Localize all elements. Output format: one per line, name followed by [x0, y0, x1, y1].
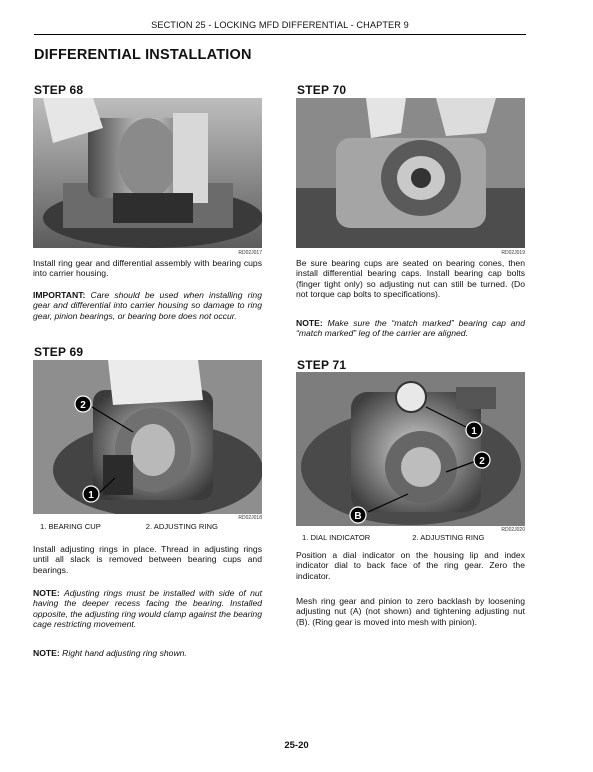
header-rule: [34, 34, 526, 35]
step-69-heading: STEP 69: [34, 345, 84, 359]
step-68-important: [33, 290, 262, 321]
step-71-text-2: Mesh ring gear and pinion to zero backlash by loosening adjusting nut (A) (not shown) and tightening adjusting nut (B). (Ring gear is moved into mesh with pinion).: [296, 596, 525, 627]
step-71-photo: [296, 372, 525, 526]
step-68-heading: STEP 68: [34, 83, 84, 97]
legend-item-adjusting-ring: 2. ADJUSTING RING: [145, 522, 218, 531]
callout-2: [75, 396, 91, 412]
step-70-text: Be sure bearing cups are seated on bearing cones, then install differential bearing caps. Install bearing cap bolts (finger tight only) so adjusting nut can still be turned. (Do not torque cap bolts to specifications).: [296, 258, 525, 300]
note-label: NOTE:: [296, 318, 323, 328]
section-header: SECTION 25 - LOCKING MFD DIFFERENTIAL - CHAPTER 9: [151, 20, 409, 30]
note-text: Adjusting rings must be installed with side of nut having the deeper recess facing the bearing. Installed opposite, the adjusting ring would clamp against the bearing cage restricting movement.: [33, 588, 263, 630]
note-label: NOTE:: [33, 588, 60, 598]
callout-2: [474, 452, 490, 468]
note-label: NOTE:: [33, 648, 60, 658]
legend-item-bearing-cup: 1. BEARING CUP: [40, 522, 101, 531]
step-69-note-2: [33, 648, 262, 658]
step-69-photo: [33, 360, 262, 514]
legend-item-dial-indicator: 1. DIAL INDICATOR: [302, 533, 371, 542]
callout-1: [466, 422, 482, 438]
step-71-legend: [302, 533, 484, 542]
step-71-text-1: Position a dial indicator on the housing lip and index indicator dial to back face of the ring gear. Zero the indicator.: [296, 550, 525, 581]
callout-1: [83, 486, 99, 502]
svg-text:2: 2: [80, 400, 86, 411]
step-68-photo-code: RD02J017: [238, 250, 262, 256]
note-text: Make sure the “match marked” bearing cap and “match marked” leg of the carrier are aligned.: [296, 318, 525, 339]
important-label: IMPORTANT:: [33, 290, 86, 300]
step-70-photo: [296, 98, 525, 248]
step-71-photo-code: RD02J020: [501, 527, 525, 533]
page-number: 25-20: [284, 740, 309, 751]
step-69-note-1: [33, 588, 262, 630]
important-text: Care should be used when installing ring gear and differential into carrier housing so damage to ring gear, pinion bearings, or bearing bore does not occur.: [33, 290, 262, 321]
step-69-text: Install adjusting rings in place. Thread in adjusting rings until all slack is removed between bearing cups and bearings.: [33, 544, 262, 575]
step-68-photo: [33, 98, 262, 248]
svg-text:1: 1: [471, 426, 477, 437]
step-70-heading: STEP 70: [297, 83, 347, 97]
step-70-note: [296, 318, 525, 339]
step-71-heading: STEP 71: [297, 358, 347, 372]
step-69-legend: [40, 522, 218, 531]
page-title: DIFFERENTIAL INSTALLATION: [34, 47, 252, 63]
step-69-photo-code: RD02J018: [238, 515, 262, 521]
svg-text:1: 1: [88, 490, 94, 501]
legend-item-adjusting-ring: 2. ADJUSTING RING: [412, 533, 485, 542]
step-68-text: Install ring gear and differential assembly with bearing cups into carrier housing.: [33, 258, 262, 279]
note-text: Right hand adjusting ring shown.: [62, 648, 187, 658]
callout-b: [350, 507, 366, 523]
svg-text:B: B: [354, 511, 362, 522]
step-70-photo-code: RD02J019: [501, 250, 525, 256]
svg-text:2: 2: [479, 456, 485, 467]
